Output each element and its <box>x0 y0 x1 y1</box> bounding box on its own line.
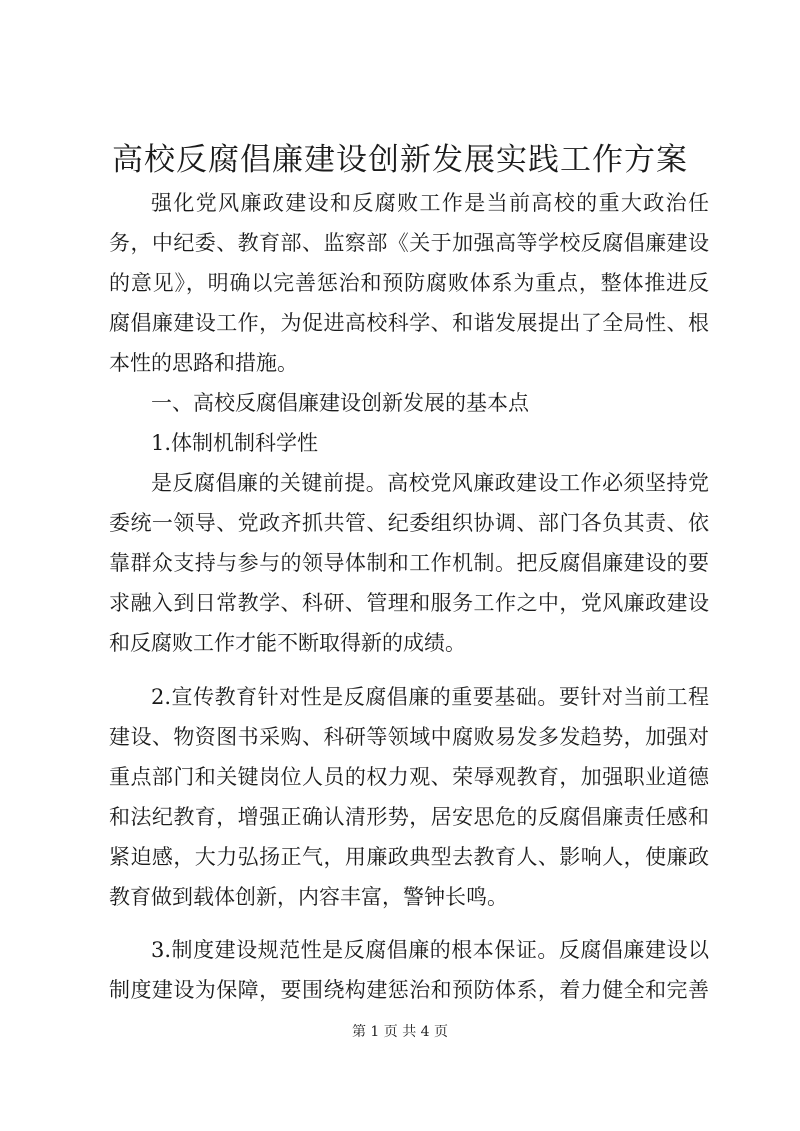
text-line: 教育做到载体创新，内容丰富，警钟长鸣。 <box>109 884 508 909</box>
paragraph <box>109 183 709 383</box>
text-line: 求融入到日常教学、科研、管理和服务工作之中，党风廉政建设 <box>109 591 709 615</box>
text-line: 本性的思路和措施。 <box>109 351 298 375</box>
text-line: 务，中纪委、教育部、监察部《关于加强高等学校反腐倡廉建设 <box>109 231 709 255</box>
section-heading <box>109 423 709 463</box>
paragraph <box>109 930 709 1010</box>
paragraph <box>109 677 709 917</box>
text-line: 重点部门和关键岗位人员的权力观、荣辱观教育，加强职业道德 <box>109 764 709 789</box>
text-line: 和反腐败工作才能不断取得新的成绩。 <box>109 631 466 655</box>
paragraph-gap <box>109 663 709 677</box>
text-line: 3.制度建设规范性是反腐倡廉的根本保证。反腐倡廉建设以 <box>151 938 709 962</box>
text-line: 强化党风廉政建设和反腐败工作是当前高校的重大政治任 <box>151 191 709 215</box>
text-line: 建设、物资图书采购、科研等领域中腐败易发多发趋势，加强对 <box>109 724 709 749</box>
text-line: 和法纪教育，增强正确认清形势，居安思危的反腐倡廉责任感和 <box>109 804 709 829</box>
text-line: 一、高校反腐倡廉建设创新发展的基本点 <box>151 391 529 415</box>
text-line: 2.宣传教育针对性是反腐倡廉的重要基础。要针对当前工程 <box>151 684 709 709</box>
text-line: 制度建设为保障，要围绕构建惩治和预防体系，着力健全和完善 <box>109 978 709 1002</box>
text-line: 紧迫感，大力弘扬正气，用廉政典型去教育人、影响人，使廉政 <box>109 844 709 869</box>
paragraph-gap <box>109 917 709 931</box>
page-footer: 第 1 页 共 4 页 <box>351 1024 449 1040</box>
text-line: 是反腐倡廉的关键前提。高校党风廉政建设工作必须坚持党 <box>151 471 709 495</box>
document-title: 高校反腐倡廉建设创新发展实践工作方案 <box>112 142 688 178</box>
paragraph <box>109 463 709 663</box>
document-body <box>109 183 709 1010</box>
text-line: 委统一领导、党政齐抓共管、纪委组织协调、部门各负其责、依 <box>109 511 709 535</box>
text-line: 1.体制机制科学性 <box>151 431 319 455</box>
text-line: 靠群众支持与参与的领导体制和工作机制。把反腐倡廉建设的要 <box>109 551 709 575</box>
text-line: 腐倡廉建设工作，为促进高校科学、和谐发展提出了全局性、根 <box>109 311 709 335</box>
section-heading <box>109 383 709 423</box>
text-line: 的意见》，明确以完善惩治和预防腐败体系为重点，整体推进反 <box>109 271 709 295</box>
